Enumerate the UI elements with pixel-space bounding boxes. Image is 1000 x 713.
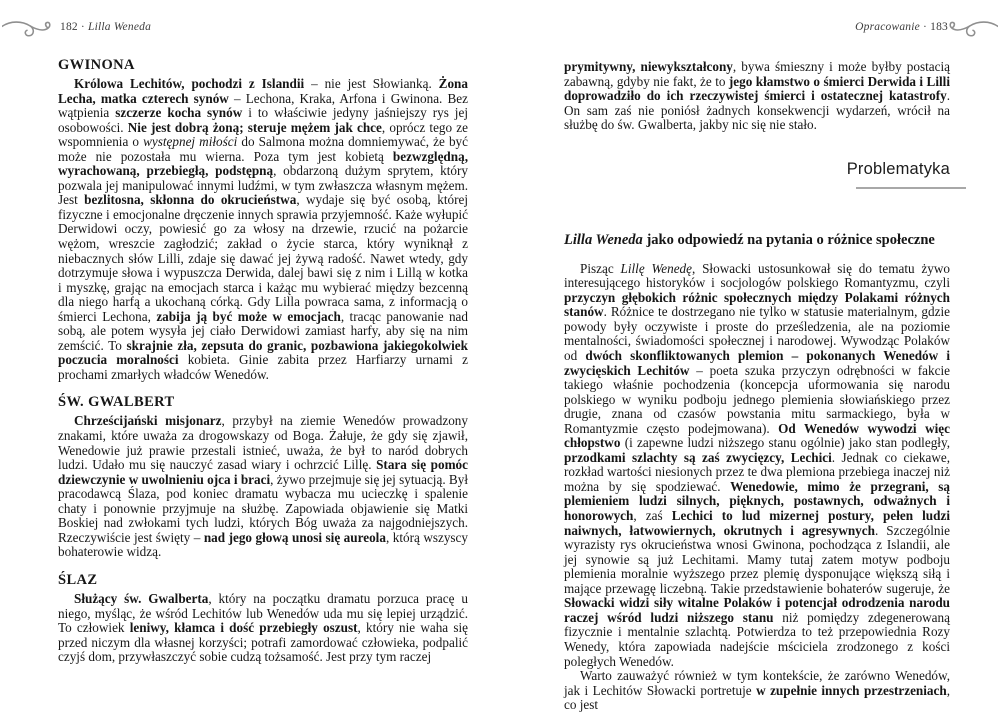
running-header-left: 182 · Lilla Weneda bbox=[60, 21, 152, 33]
section-heading: GWINONA bbox=[58, 57, 135, 73]
subsection-title: Lilla Weneda jako odpowiedź na pytania o różnice społeczne bbox=[564, 231, 935, 248]
swirl-flourish-icon bbox=[2, 14, 54, 44]
paragraph: Chrześcijański misjonarz, przybył na ziemie Wenedów prowadzony znakami, które uważa za drogowskazy od Boga. Żałuje, że gdy się zjawił, Wenedowie już prawie przestali istnieć, uważa, że był to naród dobrych ludzi. Udało mu się nauczyć zasad wiary i ochrzcić Lillę. Stara się pomóc dziewczynie w uwolnieniu ojca i braci, żywo przejmuje się jej sytuacją. Był pracodawcą Ślaza, pod koniec dramatu wybacza mu ucieczkę i spalenie chaty i ponownie przyjmuje na służbę. Zapowiada objawienie się Matki Boskiej nad zwłokami tych ludzi, których Bóg uważa za najgodniejszych. Rzeczywiście jest święty – nad jego głową unosi się aureola, którą wszyscy bohaterowie widzą. bbox=[58, 413, 469, 560]
page-left bbox=[58, 57, 468, 665]
paragraph: prymitywny, niewykształcony, bywa śmieszny i może byłby postacią zabawną, gdyby nie fakt, że to jego kłamstwo o śmierci Derwida i Lilli doprowadziło do ich rzeczywistej śmierci i ostatecznej katastrofy. On sam zaś nie poniósł żadnych konsekwencji wydarzeń, wrócił na służbę do św. Gwalberta, jakby nic się nie stało. bbox=[564, 59, 950, 133]
kicker-label: Problematyka bbox=[846, 159, 950, 178]
paragraph: Pisząc Lillę Wenedę, Słowacki ustosunkował się do tematu żywo interesującego historyków i socjologów polskiego Romantyzmu, czyli przyczyn głębokich różnic społecznych między Polakami różnych stanów. Różnice te dostrzegano nie tylko w statusie materialnym, gdzie powody były oczywiste i proste do prześledzenia, ale na poziomie mentalności, świadomości społecznej i narodowej. Wywodząc Polaków od dwóch skonfliktowanych plemion – pokonanych Wenedów i zwycięskich Lechitów – poeta szuka przyczyn odrębności w fakcie takiego właśnie pochodzenia (koncepcja uformowania się narodu polskiego w wyniku podboju jednego plemienia słowiańskiego przez drugie, znana od czasów powstania mitu sarmackiego, była w Romantyzmie często podejmowana). Od Wenedów wywodzi więc chłopstwo (i zapewne ludzi niższego stanu ogólnie) jako stan podległy, przodkami szlachty są zaś zwycięzcy, Lechici. Jednak co ciekawe, rozkład wartości niesionych przez te dwa plemiona przebiega inaczej niż można by się spodziewać. Wenedowie, mimo że przegrani, są plemieniem ludzi silnych, pięknych, postawnych, odważnych i honorowych, zaś Lechici to lud mizernej postury, pełen ludzi naiwnych, łatwowiernych, okrutnych i agresywnych. Szczególnie wyrazisty rys okrucieństwa wnosi Gwinona, pochodząca z Islandii, ale jej synowie są już Lechitami. Mamy tutaj zatem motyw podboju plemienia moralnie wyższego przez plemię dysponujące większą siłą i mające przewagę liczebną. Takie przedstawienie bohaterów sugeruje, że Słowacki widzi siły witalne Polaków i potencjał odrodzenia narodu raczej wśród ludzi niższego stanu niż pomiędzy zdegenerowaną fizycznie i mentalnie szlachtą. Potwierdza to też przepowiednia Rozy Wenedy, która zapowiada nadejście mściciela zrodzonego z kości poległych Wenedów. bbox=[564, 260, 951, 669]
swirl-flourish-icon bbox=[946, 14, 998, 44]
paragraph: Królowa Lechitów, pochodzi z Islandii – nie jest Słowianką. Żona Lecha, matka czterech synów – Lechona, Kraka, Arfona i Gwinona. Bez wątpienia szczerze kocha synów i to właściwie jedyny jaśniejszy rys jej osobowości. Nie jest dobrą żoną; steruje mężem jak chce, oprócz tego ze wspomnienia o występnej miłości do Salmona można domniemywać, że być może nie pozostała mu wierna. Poza tym jest kobietą bezwzględną, wyrachowaną, przebiegłą, podstępną, obdarzoną dużym sprytem, który pozwala jej manipulować innymi ludźmi, w tym zwłaszcza własnym mężem. Jest bezlitosna, skłonna do okrucieństwa, wydaje się być osobą, której fizyczne i emocjonalne dręczenie innych sprawia przyjemność. Każe wyłupić Derwidowi oczy, powiesić go za włosy na drzewie, rzucić na pożarcie wężom, wreszcie zagłodzić; zakład o życie starca, który wyniknął z niebacznych słów Lilli, zdaje się dawać jej żywą radość. Nawet wtedy, gdy dotrzymuje słowa i wypuszcza Derwida, dalej bawi się z nim i Lillą w kotka i myszkę, grając na emocjach starca i każąc mu wybierać między bezcenną dla niego harfą a ukochaną córką. Gdy Lilla powraca sama, z informacją o śmierci Lechona, zabija ją być może w emocjach, tracąc panowanie nad sobą, ale potem wysyła jej ciało Derwidowi zamiast harfy, aby się na nim zemścić. To skrajnie zła, zepsuta do granic, pozbawiona jakiegokolwiek poczucia moralności kobieta. Ginie zabita przez Harfiarzy urnami z prochami zmarłych władców Wenedów. bbox=[58, 76, 469, 382]
page-right bbox=[564, 60, 950, 713]
character-sections bbox=[58, 57, 468, 665]
paragraph: Służący św. Gwalberta, który na początku dramatu porzuca pracę u niego, myśląc, że wśród Lechitów lub Wenedów uda mu się lepiej urządzić. To człowiek leniwy, kłamca i dość przebiegły oszust, który nie waha się przed niczym dla własnej korzyści; potrafi zamordować człowieka, podpalić czyjś dom, przywłaszczyć sobie cudzą tożsamość. Jest przy tym raczej bbox=[58, 590, 469, 665]
paragraph: Warto zauważyć również w tym kontekście, że zarówno Wenedów, jak i Lechitów Słowacki portretuje w zupełnie innych przestrzeniach, co jest bbox=[564, 668, 950, 713]
section-heading: ŚW. GWALBERT bbox=[58, 394, 175, 411]
section-heading: ŚLAZ bbox=[58, 571, 98, 588]
kicker bbox=[564, 160, 950, 208]
kicker-rule bbox=[856, 187, 966, 189]
running-header-right: Opracowanie · 183 bbox=[855, 21, 948, 33]
